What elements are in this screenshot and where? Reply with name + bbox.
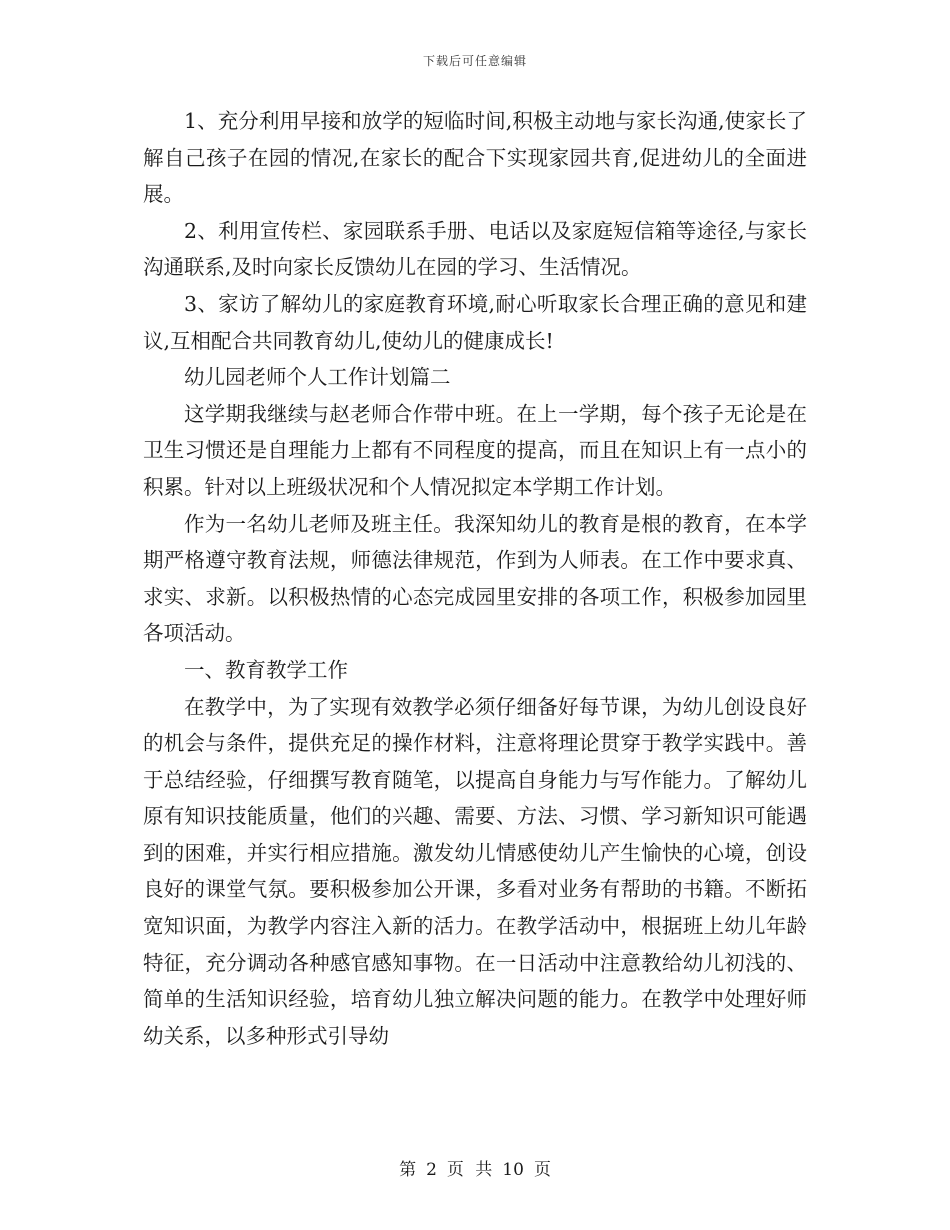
footer-suffix: 页 <box>533 1160 551 1180</box>
paragraph-item-2: 2、利用宣传栏、家园联系手册、电话以及家庭短信箱等途径,与家长沟通联系,及时向家长反馈幼儿在园的学习、生活情况。 <box>143 218 807 280</box>
paragraph-item-3: 3、家访了解幼儿的家庭教育环境,耐心听取家长合理正确的意见和建议,互相配合共同教育幼儿,使幼儿的健康成长! <box>143 291 807 353</box>
paragraph-item-1: 1、充分利用早接和放学的短临时间,积极主动地与家长沟通,使家长了解自己孩子在园的情况,在家长的配合下实现家园共育,促进幼儿的全面进展。 <box>143 109 807 207</box>
paragraph-intro: 这学期我继续与赵老师合作带中班。在上一学期，每个孩子无论是在卫生习惯还是自理能力上都有不同程度的提高，而且在知识上有一点小的积累。针对以上班级状况和个人情况拟定本学期工作计划。 <box>143 401 807 499</box>
document-body <box>143 103 807 1054</box>
paragraph-teaching: 在教学中，为了实现有效教学必须仔细备好每节课，为幼儿创设良好的机会与条件，提供充足的操作材料，注意将理论贯穿于教学实践中。善于总结经验，仔细撰写教育随笔，以提高自身能力与写作能力。了解幼儿原有知识技能质量，他们的兴趣、需要、方法、习惯、学习新知识可能遇到的困难，并实行相应措施。激发幼儿情感使幼儿产生愉快的心境，创设良好的课堂气氛。要积极参加公开课，多看对业务有帮助的书籍。不断拓宽知识面，为教学内容注入新的活力。在教学活动中，根据班上幼儿年龄特征，充分调动各种感官感知事物。在一日活动中注意教给幼儿初浅的、简单的生活知识经验，培育幼儿独立解决问题的能力。在教学中处理好师幼关系，以多种形式引导幼 <box>143 694 807 1048</box>
subsection-heading: 一、教育教学工作 <box>184 657 348 682</box>
footer-total-pages: 10 <box>502 1160 524 1180</box>
footer-prefix: 第 <box>399 1160 417 1180</box>
footer-middle: 页 共 <box>446 1160 493 1180</box>
section-heading: 幼儿园老师个人工作计划篇二 <box>184 365 451 390</box>
page-footer <box>0 1155 950 1180</box>
page-header: 下载后可任意编辑 <box>422 54 527 68</box>
paragraph-role: 作为一名幼儿老师及班主任。我深知幼儿的教育是根的教育，在本学期严格遵守教育法规，师德法律规范，作到为人师表。在工作中要求真、求实、求新。以积极热情的心态完成园里安排的各项工作，积极参加园里各项活动。 <box>143 511 807 646</box>
footer-current-page: 2 <box>426 1160 437 1180</box>
